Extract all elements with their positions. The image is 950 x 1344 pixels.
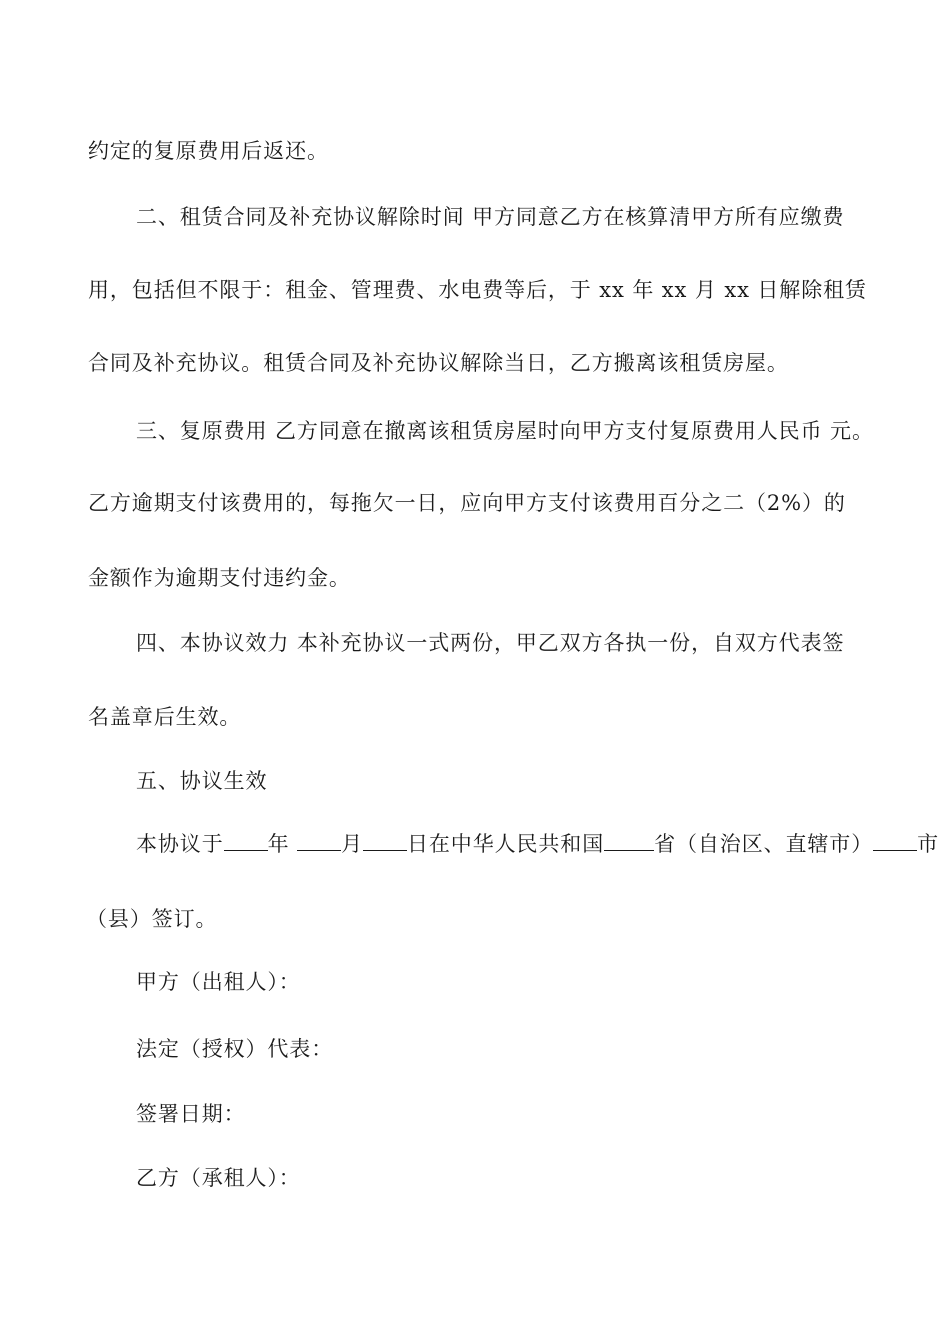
paragraph-line: 乙方逾期支付该费用的，每拖欠一日，应向甲方支付该费用百分之二（2%）的: [88, 491, 846, 515]
section-five-heading: 五、协议生效: [136, 769, 268, 793]
representative-label: 法定（授权）代表：: [136, 1037, 334, 1061]
paragraph-line: 约定的复原费用后返还。: [88, 139, 329, 163]
paragraph-line: 名盖章后生效。: [88, 705, 242, 729]
signing-prefix: 本协议于: [136, 832, 224, 856]
paragraph-line: 合同及补充协议。租赁合同及补充协议解除当日，乙方搬离该租赁房屋。: [88, 351, 789, 375]
city-blank[interactable]: [873, 830, 917, 851]
province-label: 省（自治区、直辖市）: [654, 832, 874, 856]
province-blank[interactable]: [604, 830, 654, 851]
year-label: 年: [267, 832, 290, 856]
section-three-heading-line: 三、复原费用 乙方同意在撤离该租赁房屋时向甲方支付复原费用人民币 元。: [136, 419, 874, 443]
signing-line-continued: （县）签订。: [86, 907, 218, 931]
paragraph-line: 金额作为逾期支付违约金。: [88, 566, 351, 590]
party-b-label: 乙方（承租人）：: [136, 1166, 301, 1190]
signing-date-place-line: [136, 829, 940, 859]
section-four-heading-line: 四、本协议效力 本补充协议一式两份，甲乙双方各执一份，自双方代表签: [136, 631, 845, 655]
month-label: 月: [341, 832, 363, 856]
city-label: 市: [917, 832, 940, 856]
section-two-heading-line: 二、租赁合同及补充协议解除时间 甲方同意乙方在核算清甲方所有应缴费: [136, 205, 845, 229]
sign-date-label: 签署日期：: [136, 1102, 246, 1126]
day-blank[interactable]: [363, 830, 407, 851]
paragraph-line: 用，包括但不限于：租金、管理费、水电费等后，于 xx 年 xx 月 xx 日解除租赁: [88, 278, 867, 302]
day-place-label: 日在中华人民共和国: [407, 832, 605, 856]
month-blank[interactable]: [297, 830, 341, 851]
year-blank[interactable]: [224, 830, 268, 851]
party-a-label: 甲方（出租人）：: [136, 970, 301, 994]
